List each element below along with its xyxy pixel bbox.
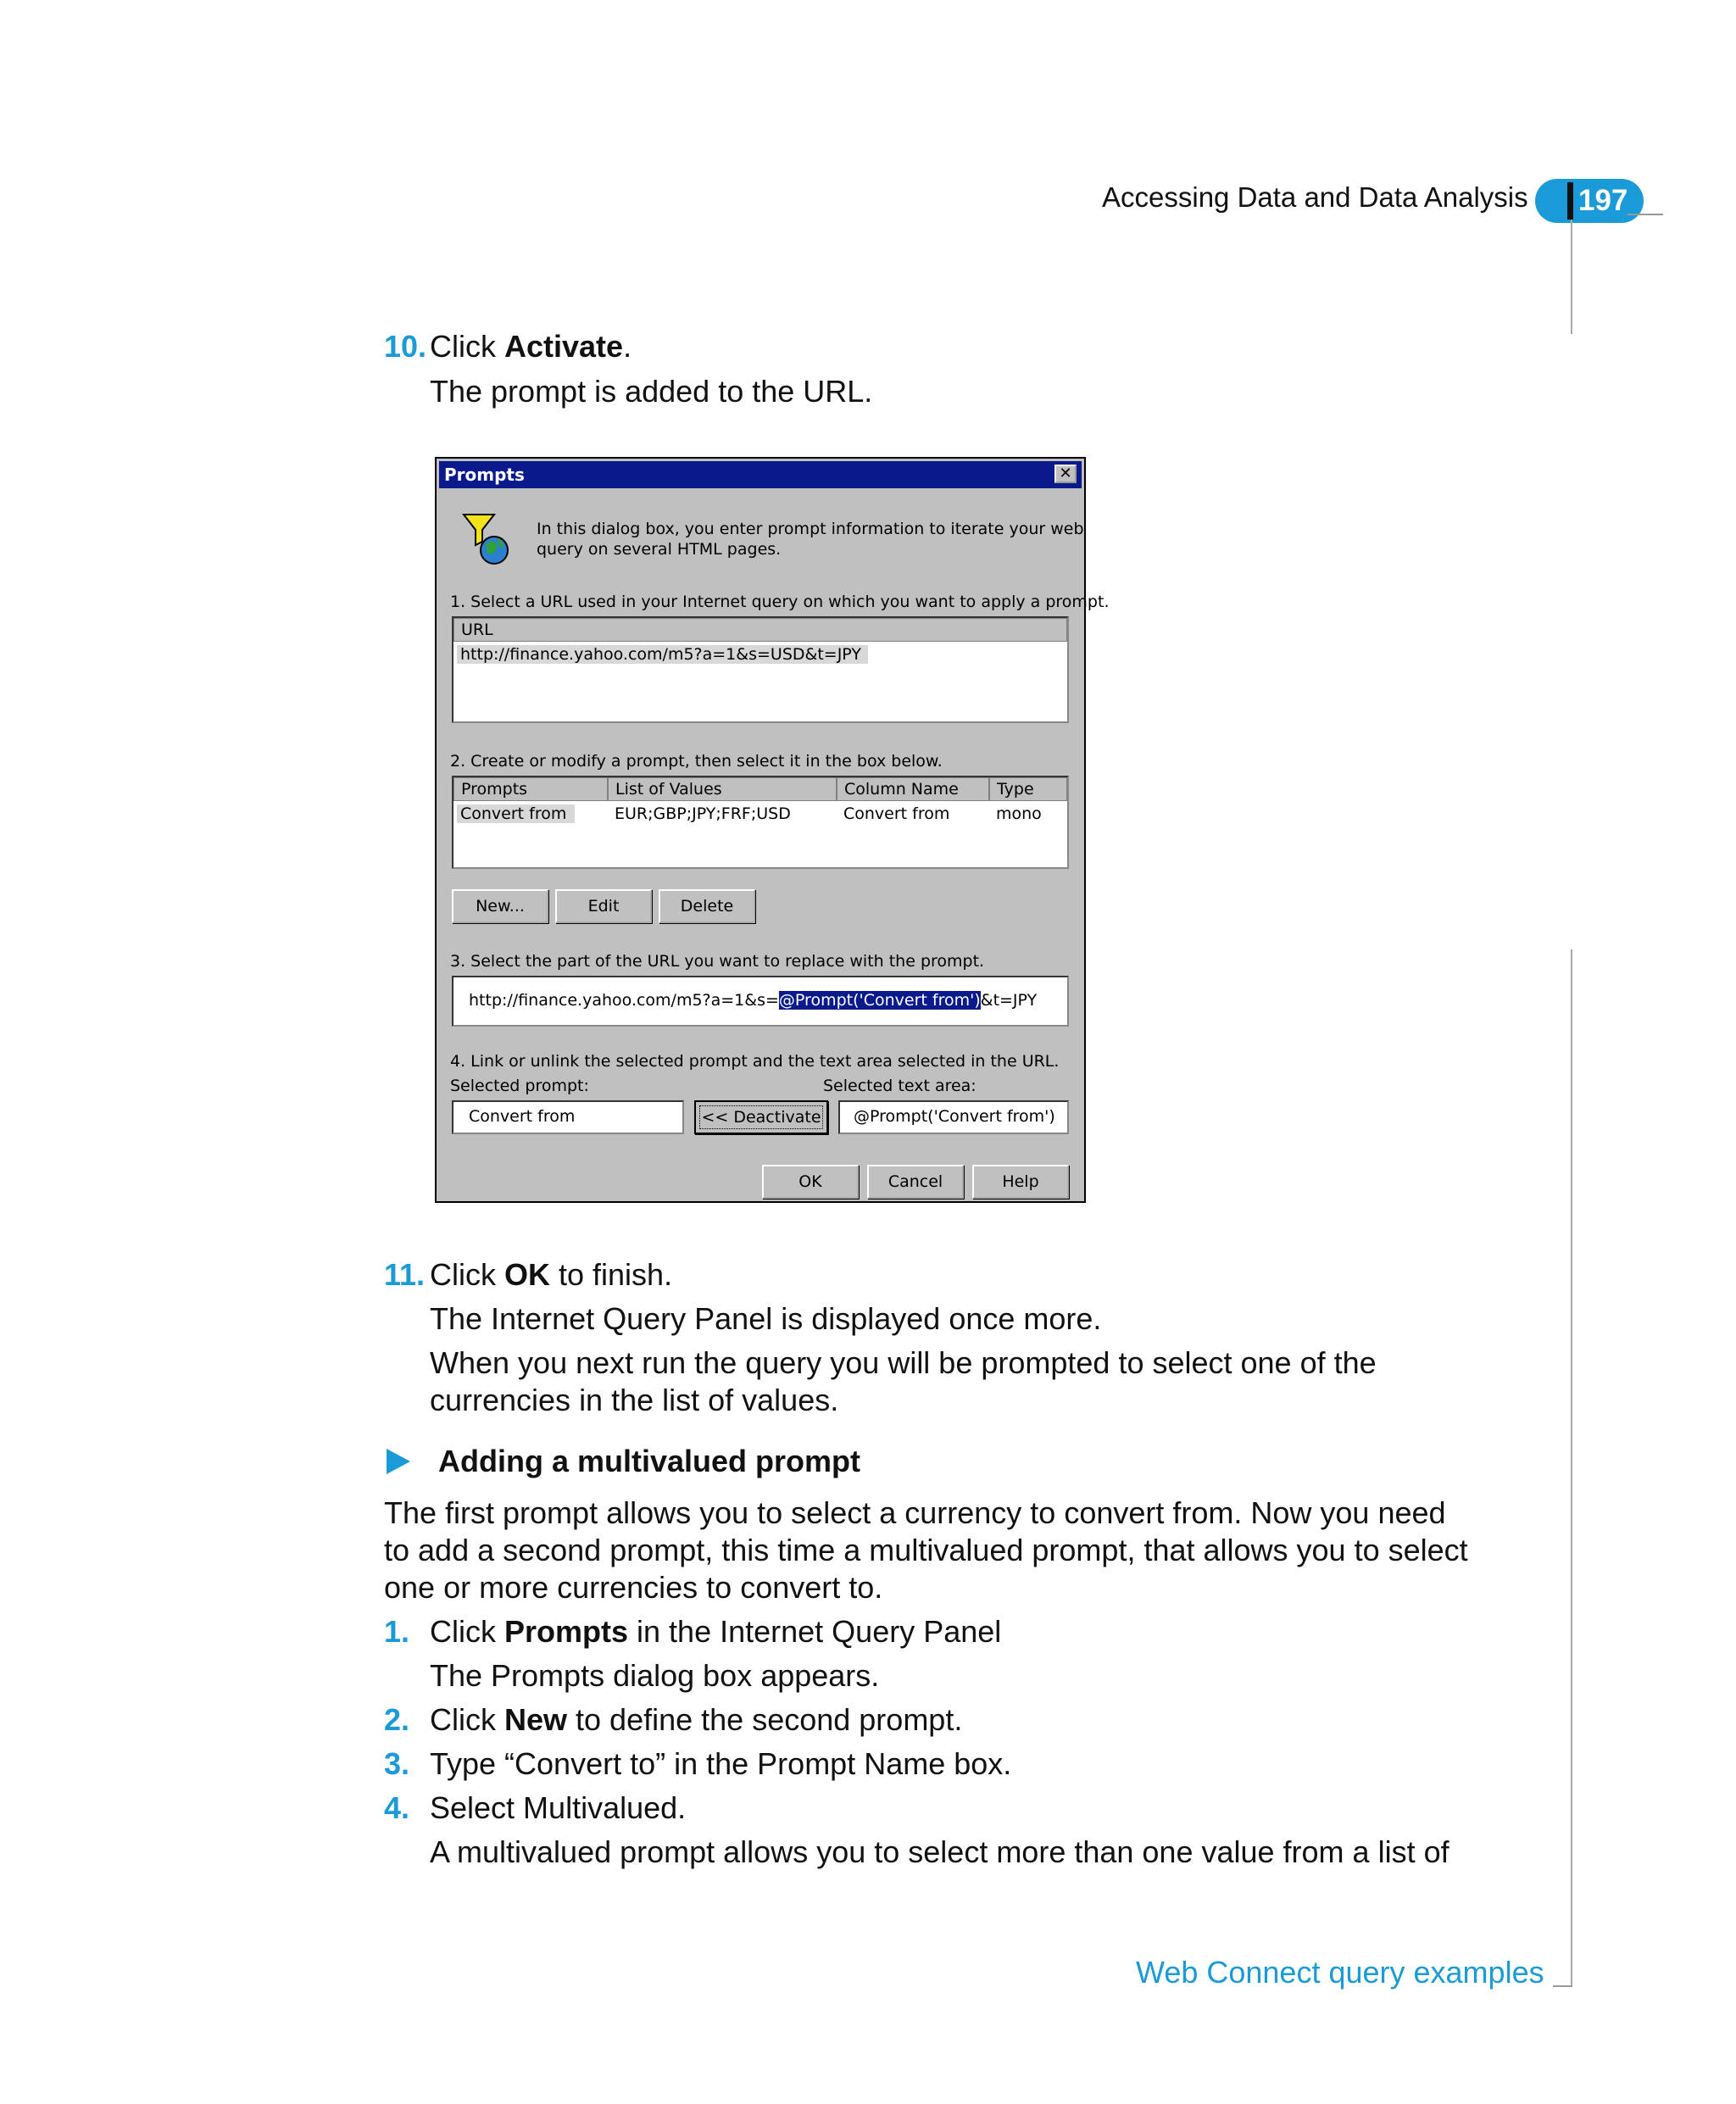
dialog-intro-line2: query on several HTML pages. bbox=[537, 540, 782, 559]
table-cell-type: mono bbox=[996, 804, 1042, 823]
section3-label: 3. Select the part of the URL you want to replace with the prompt. bbox=[450, 952, 985, 971]
paragraph-line: The first prompt allows you to select a currency to convert from. Now you need bbox=[384, 1495, 1446, 1530]
dialog-titlebar bbox=[439, 461, 1082, 488]
section-arrow-icon bbox=[387, 1449, 410, 1474]
step-text: Click OK to finish. bbox=[430, 1257, 673, 1292]
page-number-marker bbox=[1567, 182, 1573, 220]
step-number: 1. bbox=[384, 1614, 410, 1649]
step-result: The Prompts dialog box appears. bbox=[430, 1658, 880, 1693]
url-column-header[interactable]: URL bbox=[453, 618, 1067, 642]
help-button[interactable]: Help bbox=[972, 1165, 1069, 1199]
section2-label: 2. Create or modify a prompt, then select it in the box below. bbox=[450, 752, 943, 771]
prompts-table[interactable] bbox=[452, 776, 1069, 869]
table-cell-prompt[interactable]: Convert from bbox=[457, 804, 575, 823]
new-button[interactable]: New... bbox=[452, 889, 548, 923]
delete-button[interactable]: Delete bbox=[659, 889, 755, 923]
prompts-dialog bbox=[435, 457, 1110, 1203]
margin-rule bbox=[1571, 949, 1572, 1987]
step-number: 4. bbox=[384, 1790, 410, 1825]
step-text: Click Prompts in the Internet Query Panel bbox=[430, 1614, 1002, 1649]
section-heading: Adding a multivalued prompt bbox=[438, 1444, 861, 1478]
step-number: 3. bbox=[384, 1746, 410, 1781]
running-footer: Web Connect query examples bbox=[1136, 1955, 1544, 1990]
page-number: 197 bbox=[1578, 184, 1628, 217]
running-header: Accessing Data and Data Analysis bbox=[1102, 181, 1528, 213]
step-text: Click New to define the second prompt. bbox=[430, 1702, 963, 1737]
column-header-prompts[interactable]: Prompts bbox=[453, 777, 608, 801]
paragraph-line: to add a second prompt, this time a multivalued prompt, that allows you to select bbox=[384, 1533, 1468, 1567]
url-list[interactable] bbox=[452, 616, 1069, 723]
step-result: The Internet Query Panel is displayed once more. bbox=[430, 1301, 1102, 1336]
step-note-line2: currencies in the list of values. bbox=[430, 1383, 839, 1417]
close-button[interactable]: ✕ bbox=[1054, 465, 1077, 483]
step-text: Click Activate. bbox=[430, 329, 632, 364]
table-cell-values: EUR;GBP;JPY;FRF;USD bbox=[615, 804, 791, 823]
dialog-intro-line1: In this dialog box, you enter prompt information to iterate your web bbox=[537, 520, 1084, 538]
dialog-title: Prompts bbox=[444, 465, 525, 485]
selected-text-label: Selected text area: bbox=[823, 1077, 976, 1095]
footer-rule bbox=[1553, 1985, 1572, 1987]
url-list-item[interactable]: http://finance.yahoo.com/m5?a=1&s=USD&t=JPY bbox=[457, 645, 868, 664]
edit-button[interactable]: Edit bbox=[555, 889, 652, 923]
step-text: Select Multivalued. bbox=[430, 1790, 687, 1825]
step-result: The prompt is added to the URL. bbox=[430, 374, 873, 409]
filter-globe-icon bbox=[462, 513, 513, 567]
table-cell-column: Convert from bbox=[843, 804, 950, 823]
column-header-column-name[interactable]: Column Name bbox=[837, 777, 989, 801]
header-rule bbox=[1628, 214, 1663, 215]
ok-button[interactable]: OK bbox=[762, 1165, 859, 1199]
margin-rule-top bbox=[1571, 220, 1572, 334]
cancel-button[interactable]: Cancel bbox=[867, 1165, 964, 1199]
deactivate-button[interactable]: << Deactivate bbox=[694, 1100, 828, 1134]
step-number: 2. bbox=[384, 1702, 410, 1737]
column-header-type[interactable]: Type bbox=[989, 777, 1067, 801]
selected-prompt-field[interactable]: Convert from bbox=[452, 1100, 684, 1134]
selected-text-field[interactable]: @Prompt('Convert from') bbox=[838, 1100, 1069, 1134]
column-header-list-of-values[interactable]: List of Values bbox=[608, 777, 837, 801]
selected-prompt-label: Selected prompt: bbox=[450, 1077, 589, 1095]
step-number: 10. bbox=[384, 329, 427, 364]
paragraph-line: one or more currencies to convert to. bbox=[384, 1570, 883, 1605]
url-edit-field[interactable]: http://finance.yahoo.com/m5?a=1&s=@Prompt('Convert from')&t=JPY bbox=[452, 976, 1069, 1027]
step-text: Type “Convert to” in the Prompt Name box. bbox=[430, 1746, 1012, 1781]
section4-label: 4. Link or unlink the selected prompt and the text area selected in the URL. bbox=[450, 1052, 1060, 1071]
step-note-line1: When you next run the query you will be prompted to select one of the bbox=[430, 1345, 1377, 1380]
step-number: 11. bbox=[384, 1257, 426, 1292]
section1-label: 1. Select a URL used in your Internet query on which you want to apply a prompt. bbox=[450, 593, 1110, 611]
step-result: A multivalued prompt allows you to select more than one value from a list of bbox=[430, 1834, 1449, 1869]
